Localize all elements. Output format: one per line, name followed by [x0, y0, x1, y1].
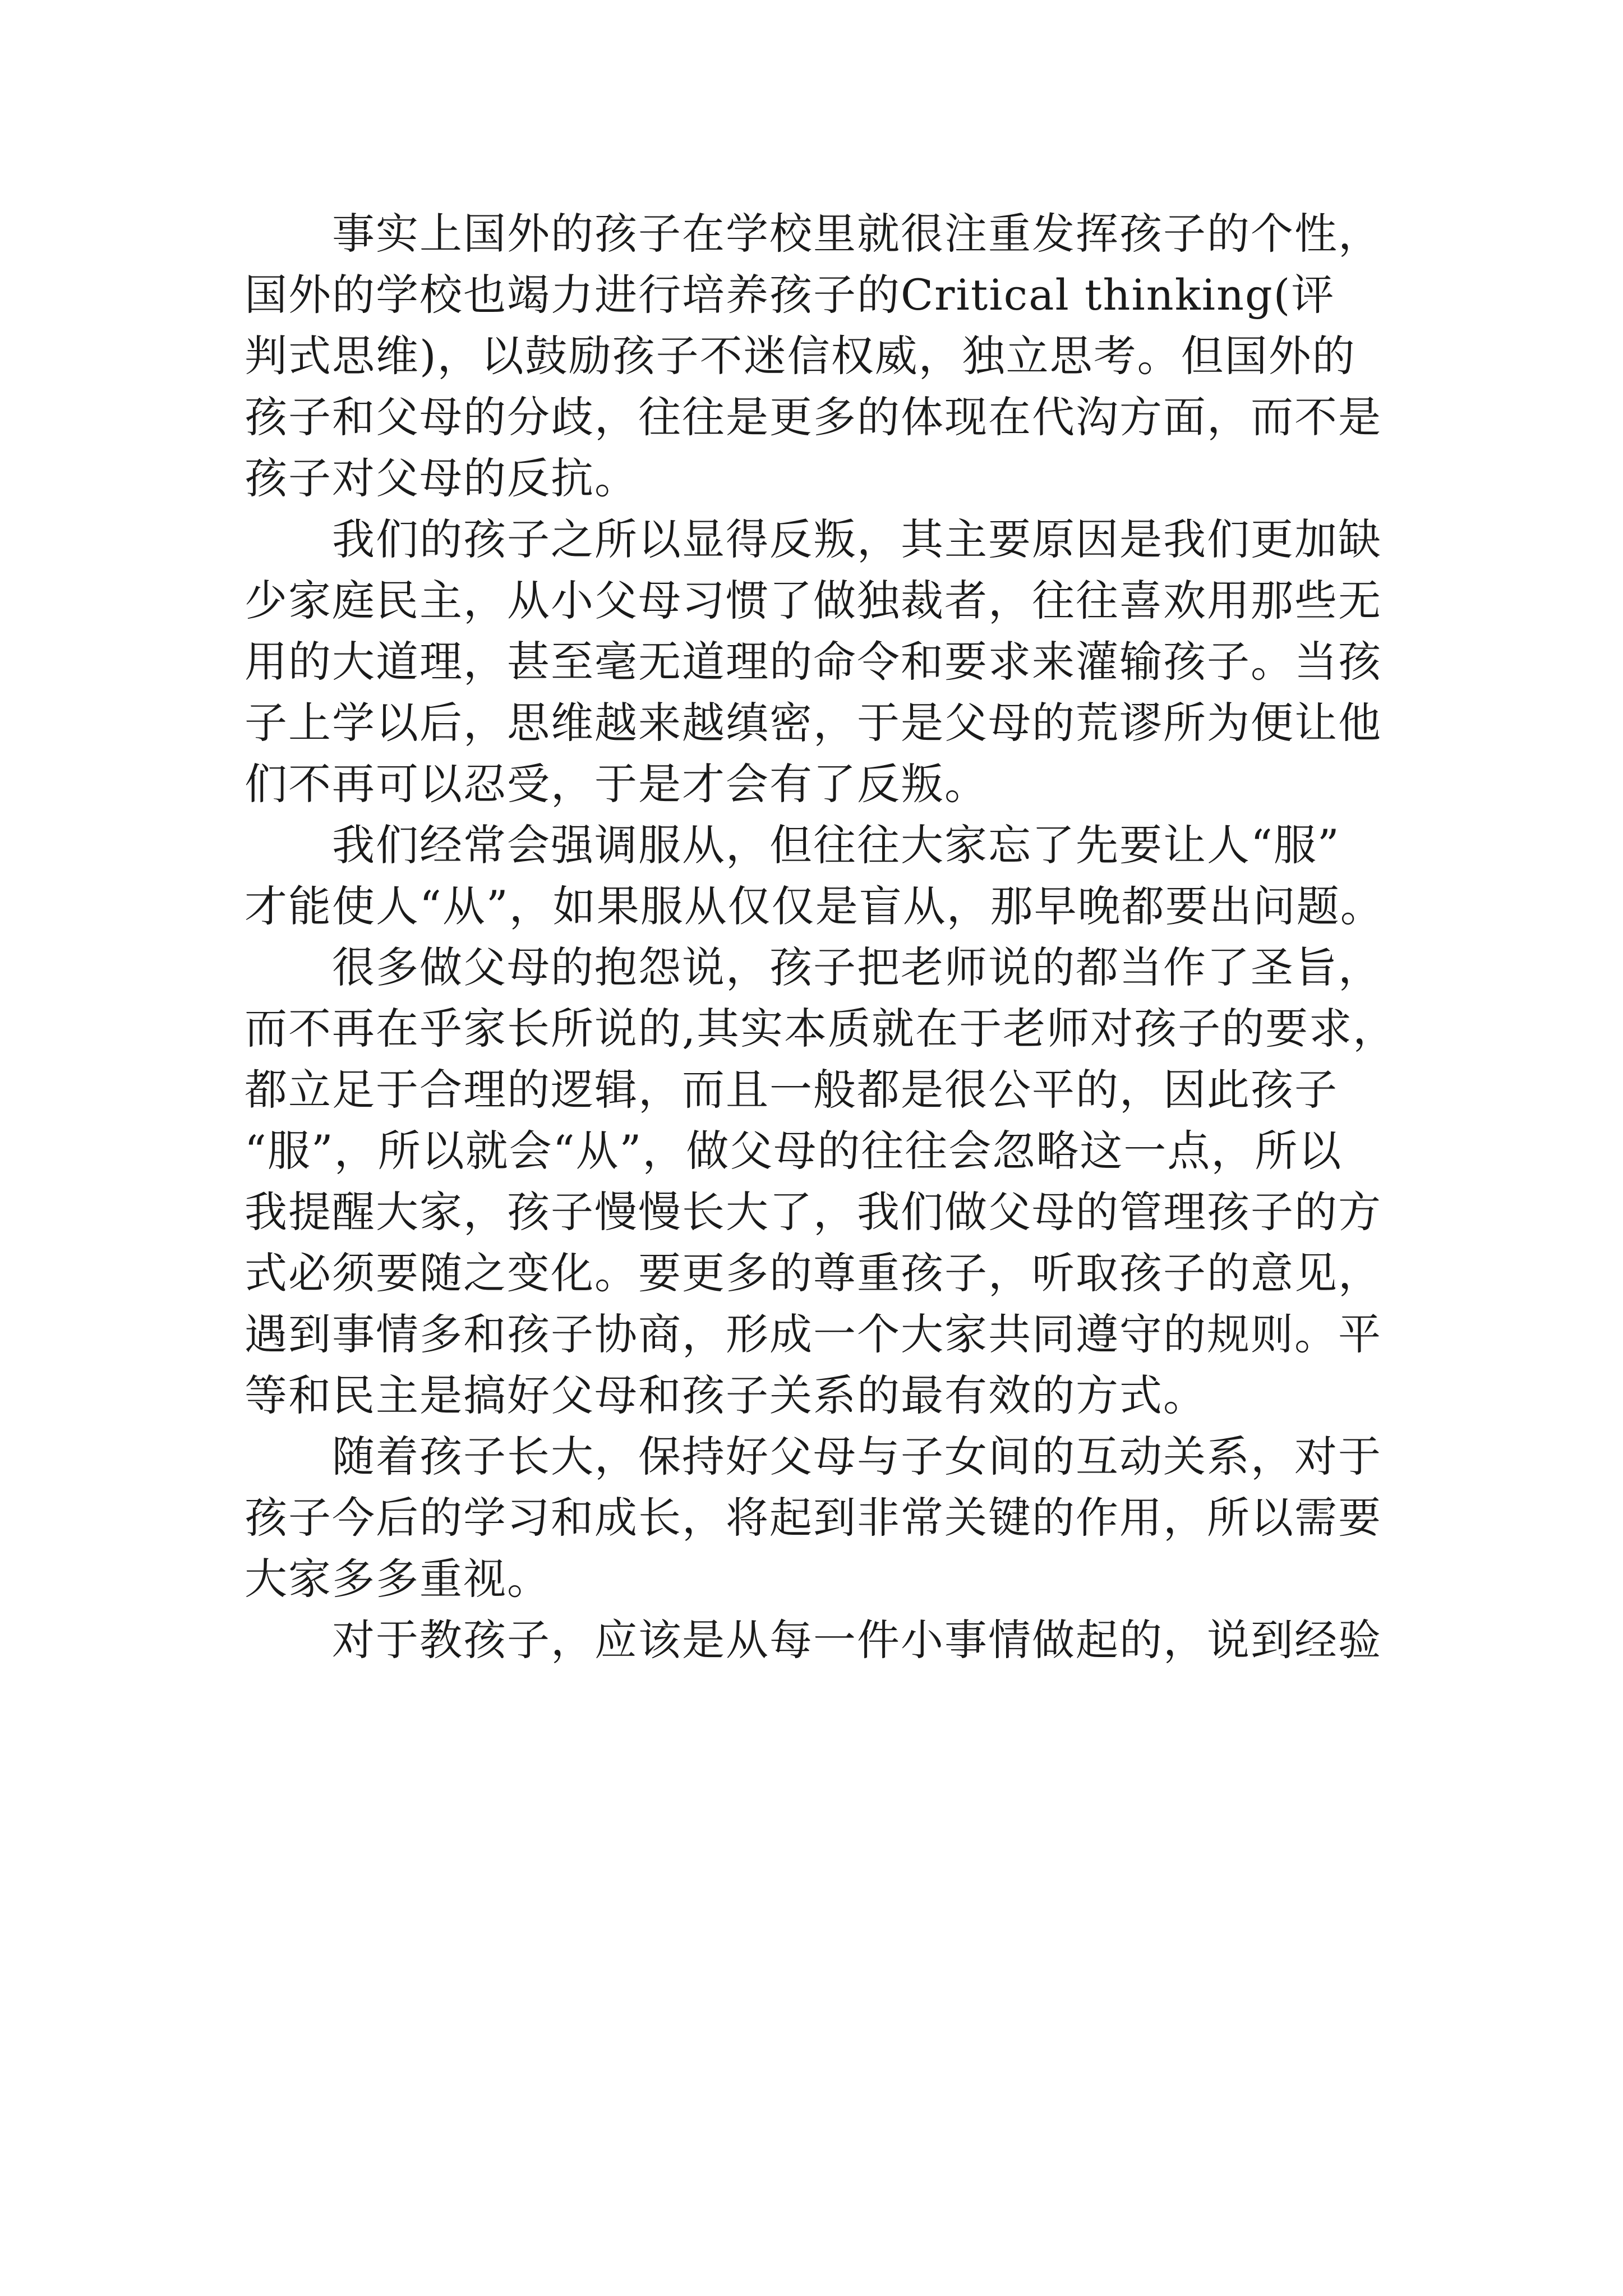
text-line: 国外的学校也竭力进行培养孩子的Critical thinking(评 — [245, 270, 1335, 320]
text-line: 我们经常会强调服从，但往往大家忘了先要让人“服” — [332, 820, 1340, 870]
text-line: 对于教孩子，应该是从每一件小事情做起的，说到经验 — [332, 1615, 1382, 1665]
text-line: 式必须要随之变化。要更多的尊重孩子，听取孩子的意见， — [245, 1248, 1382, 1298]
paragraph — [245, 1426, 1380, 1609]
text-line: 孩子对父母的反抗。 — [245, 453, 638, 503]
paragraph — [245, 1609, 1380, 1671]
text-line: “服”，所以就会“从”，做父母的往往会忽略这一点，所以 — [245, 1126, 1343, 1176]
body-text — [245, 203, 1397, 1671]
text-line: 等和民主是搞好父母和孩子关系的最有效的方式。 — [245, 1370, 1207, 1420]
text-line: 判式思维)，以鼓励孩子不迷信权威，独立思考。但国外的 — [245, 331, 1356, 381]
text-line: 少家庭民主，从小父母习惯了做独裁者，往往喜欢用那些无 — [245, 576, 1382, 625]
paragraph — [245, 815, 1384, 937]
text-line: 事实上国外的孩子在学校里就很注重发挥孩子的个性， — [332, 209, 1382, 259]
text-line: 子上学以后，思维越来越缜密，于是父母的荒谬所为便让他 — [245, 698, 1382, 748]
text-line: 很多做父母的抱怨说，孩子把老师说的都当作了圣旨， — [332, 942, 1382, 992]
paragraph — [245, 203, 1380, 509]
text-line: 用的大道理，甚至毫无道理的命令和要求来灌输孩子。当孩 — [245, 637, 1382, 687]
text-line: 才能使人“从”，如果服从仅仅是盲从，那早晚都要出问题。 — [245, 881, 1384, 931]
text-line: 都立足于合理的逻辑，而且一般都是很公平的，因此孩子 — [245, 1065, 1338, 1115]
text-line: 随着孩子长大，保持好父母与子女间的互动关系，对于 — [332, 1432, 1382, 1481]
text-line: 而不再在乎家长所说的,其实本质就在于老师对孩子的要求， — [245, 1004, 1397, 1053]
text-line: 们不再可以忍受，于是才会有了反叛。 — [245, 759, 988, 809]
paragraph — [245, 937, 1397, 1426]
text-line: 孩子和父母的分歧，往往是更多的体现在代沟方面，而不是 — [245, 392, 1382, 442]
text-line: 遇到事情多和孩子协商，形成一个大家共同遵守的规则。平 — [245, 1309, 1382, 1359]
text-line: 我们的孩子之所以显得反叛，其主要原因是我们更加缺 — [332, 514, 1382, 564]
paragraph — [245, 509, 1380, 815]
text-line: 大家多多重视。 — [245, 1554, 551, 1604]
text-line: 我提醒大家，孩子慢慢长大了，我们做父母的管理孩子的方 — [245, 1187, 1382, 1237]
text-line: 孩子今后的学习和成长，将起到非常关键的作用，所以需要 — [245, 1493, 1382, 1543]
